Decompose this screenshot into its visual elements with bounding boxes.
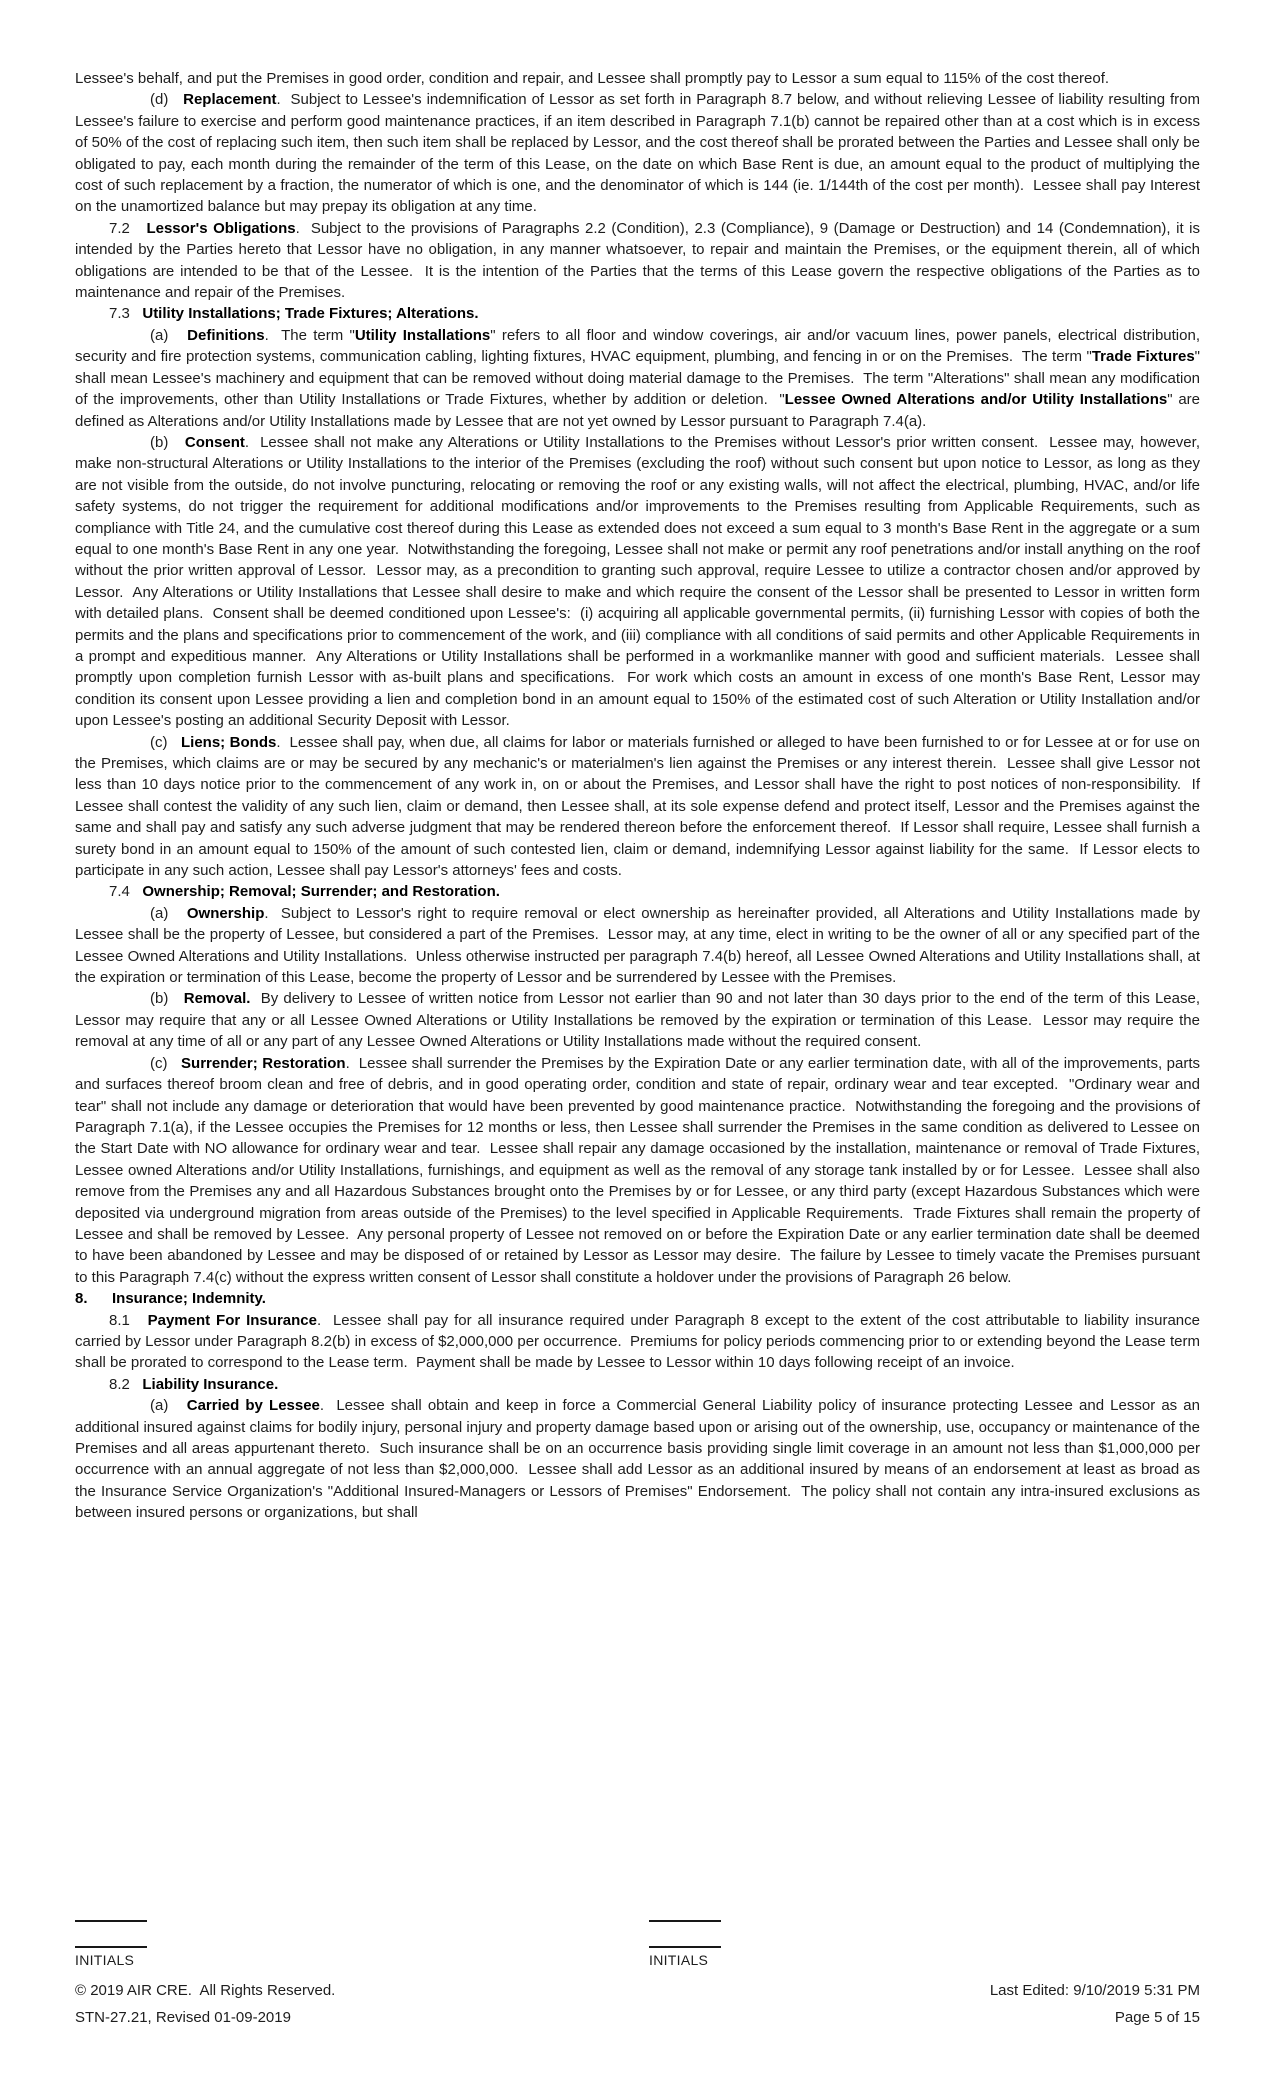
text-run: (a) [150, 1397, 187, 1415]
paragraph [75, 218, 1200, 304]
bold-text-run: Ownership [186, 904, 265, 922]
text-run: (c) [150, 733, 181, 751]
text-run: . Subject to Lessee's indemnification of Lessor as set forth in Paragraph 8.7 below, and without relieving Lessee of liability resulting from Lessee's failure to exercise and perform good maintenance practices, if an item described in Paragraph 7.1(b) cannot be repaired other than at a cost which is in excess of 50% of the cost of replacing such item, then such item shall be replaced by Lessor, and the cost thereof shall be prorated between the Parties and Lessee shall only be obligated to pay, each month during the remainder of the term of this Lease, on the date on which Base Rent is due, an amount equal to the product of multiplying the cost of such replacement by a fraction, the numerator of which is one, and the denominator of which is 144 (ie. 1/144th of the cost per month). Lessee shall pay Interest on the unamortized balance but may prepay its obligation at any time. [75, 91, 1200, 216]
initials-signature-line[interactable] [649, 1946, 721, 1948]
text-run: . Subject to the provisions of Paragraphs 2.2 (Condition), 2.3 (Compliance), 9 (Damage or Destruction) and 14 (Condemnation), it is intended by the Parties hereto that Lessor have no obligation, in any manner whatsoever, to repair and maintain the Premises, or the equipment therein, all of which obligations are intended to be that of the Lessee. It is the intention of the Parties that the terms of this Lease govern the respective obligations of the Parties as to maintenance and repair of the Premises. [75, 219, 1200, 302]
initials-label: INITIALS [75, 1952, 135, 1968]
bold-text-run: Utility Installations; Trade Fixtures; Alterations. [142, 305, 479, 323]
text-run: (c) [150, 1054, 182, 1072]
initials-row [75, 1910, 1200, 1972]
bold-text-run: Lessor's Obligations [146, 219, 296, 237]
paragraph [75, 903, 1200, 989]
page-footer [75, 1910, 1200, 2028]
text-run: 8.2 [109, 1375, 143, 1393]
bold-text-run: Insurance; Indemnity. [112, 1290, 266, 1308]
paragraph [75, 1374, 1200, 1395]
text-run: . The term " [264, 326, 355, 344]
bold-text-run: Removal. [183, 990, 251, 1008]
bold-text-run: Payment For Insurance [147, 1311, 317, 1329]
text-run: 8.1 [109, 1311, 148, 1329]
text-run: " shall mean Lessee's machinery and equipment that can be removed without doing material damage to the Premises. The term "Alterations" shall mean any modification of the improvements, other than Utility Installations or Trade Fixtures, whether by addition or deletion. " [75, 348, 1200, 409]
text-run: (b) [150, 433, 185, 451]
bold-text-run: Liens; Bonds [180, 733, 277, 751]
text-run: 7.4 [109, 883, 143, 901]
text-run: (b) [150, 990, 184, 1008]
copyright-text: © 2019 AIR CRE. All Rights Reserved. [75, 1982, 336, 1999]
bold-text-run: Replacement [183, 91, 277, 109]
text-run: . Lessee shall pay, when due, all claims for labor or materials furnished or alleged to have been furnished to or for Lessee at or for use on the Premises, which claims are or may be secured by any mechanic's or materialmen's lien against the Premises or any interest therein. Lessee shall give Lessor not less than 10 days notice prior to the commencement of any work in, on or about the Premises, and Lessor shall have the right to post notices of non-responsibility. If Lessee shall contest the validity of any such lien, claim or demand, then Lessee shall, at its sole expense defend and protect itself, Lessor and the Premises against the same and shall pay and satisfy any such adverse judgment that may be rendered thereon before the enforcement thereof. If Lessor shall require, Lessee shall furnish a surety bond in an amount equal to 150% of the amount of such contested lien, claim or demand, indemnifying Lessor against liability for the same. If Lessor elects to participate in any such action, Lessee shall pay Lessor's attorneys' fees and costs. [75, 733, 1200, 880]
text-run: . Lessee shall not make any Alterations or Utility Installations to the Premises without Lessor's prior written consent. Lessee may, however, make non-structural Alterations or Utility Installations to the interior of the Premises (excluding the roof) without such consent but upon notice to Lessor, as long as they are not visible from the outside, do not involve puncturing, relocating or removing the roof or any existing walls, will not affect the electrical, plumbing, HVAC, and/or life safety systems, do not trigger the requirement for additional modifications and/or improvements to the Premises resulting from Applicable Requirements, such as compliance with Title 24, and the cumulative cost thereof during this Lease as extended does not exceed a sum equal to 3 month's Base Rent in the aggregate or a sum equal to one month's Base Rent in any one year. Notwithstanding the foregoing, Lessee shall not make or permit any roof penetrations and/or install anything on the roof without the prior written approval of Lessor. Lessor may, as a precondition to granting such approval, require Lessee to utilize a contractor chosen and/or approved by Lessor. Any Alterations or Utility Installations that Lessee shall desire to make and which require the consent of the Lessor shall be presented to Lessor in written form with detailed plans. Consent shall be deemed conditioned upon Lessee's: (i) acquiring all applicable governmental permits, (ii) furnishing Lessor with copies of both the permits and the plans and specifications prior to commencement of the work, and (iii) compliance with all conditions of said permits and other Applicable Requirements in a prompt and expeditious manner. Any Alterations or Utility Installations shall be performed in a workmanlike manner with good and sufficient materials. Lessee shall promptly upon completion furnish Lessor with as-built plans and specifications. For work which costs an amount in excess of one month's Base Rent, Lessor may condition its consent upon Lessee providing a lien and completion bond in an amount equal to 150% of the estimated cost of such Alteration or Utility Installation and/or upon Lessee's posting an additional Security Deposit with Lessor. [75, 433, 1200, 730]
paragraph [75, 732, 1200, 882]
text-run: . Lessee shall surrender the Premises by the Expiration Date or any earlier termination date, with all of the improvements, parts and surfaces thereof broom clean and free of debris, and in good operating order, condition and state of repair, ordinary wear and tear excepted. "Ordinary wear and tear" shall not include any damage or deterioration that would have been prevented by good maintenance practice. Notwithstanding the foregoing and the provisions of Paragraph 7.1(a), if the Lessee occupies the Premises for 12 months or less, then Lessee shall surrender the Premises in the same condition as delivered to Lessee on the Start Date with NO allowance for ordinary wear and tear. Lessee shall repair any damage occasioned by the installation, maintenance or removal of Trade Fixtures, Lessee owned Alterations and/or Utility Installations, furnishings, and equipment as well as the removal of any storage tank installed by or for Lessee. Lessee shall also remove from the Premises any and all Hazardous Substances brought onto the Premises by or for Lessee, or any third party (except Hazardous Substances which were deposited via underground migration from areas outside of the Premises) to the level specified in Applicable Requirements. Trade Fixtures shall remain the property of Lessee and shall be removed by Lessee. Any personal property of Lessee not removed on or before the Expiration Date or any earlier termination date shall be deemed to have been abandoned by Lessee and may be disposed of or retained by Lessor as Lessor may desire. The failure by Lessee to timely vacate the Premises pursuant to this Paragraph 7.4(c) without the express written consent of Lessor shall constitute a holdover under the provisions of Paragraph 26 below. [75, 1054, 1200, 1286]
paragraph [75, 1288, 1200, 1309]
paragraph [75, 1053, 1200, 1288]
text-run: (a) [150, 904, 187, 922]
bold-text-run: Ownership; Removal; Surrender; and Restoration. [142, 883, 500, 901]
bold-text-run: Trade Fixtures [1091, 348, 1195, 366]
paragraph [75, 988, 1200, 1052]
paragraph [75, 89, 1200, 217]
text-run: . Lessee shall pay for all insurance required under Paragraph 8 except to the extent of the cost attributable to liability insurance carried by Lessor under Paragraph 8.2(b) in excess of $2,000,000 per occurrence. Premiums for policy periods commencing prior to or extending beyond the Lease term shall be prorated to correspond to the Lease term. Payment shall be made by Lessee to Lessor within 10 days following receipt of an invoice. [75, 1311, 1200, 1372]
bold-text-run: Lessee Owned Alterations and/or Utility Installations [784, 391, 1168, 409]
text-run: . Lessee shall obtain and keep in force a Commercial General Liability policy of insurance protecting Lessee and Lessor as an additional insured against claims for bodily injury, personal injury and property damage based upon or arising out of the ownership, use, occupancy or maintenance of the Premises and all areas appurtenant thereto. Such insurance shall be on an occurrence basis providing single limit coverage in an amount not less than $1,000,000 per occurrence with an annual aggregate of not less than $2,000,000. Lessee shall add Lessor as an additional insured by means of an endorsement at least as broad as the Insurance Service Organization's "Additional Insured-Managers or Lessors of Premises" Endorsement. The policy shall not contain any intra-insured exclusions as between insured persons or organizations, but shall [75, 1397, 1200, 1522]
bold-text-run: Consent [184, 433, 245, 451]
initials-signature-line[interactable] [649, 1920, 721, 1922]
initials-label: INITIALS [649, 1952, 709, 1968]
paragraph [75, 325, 1200, 432]
text-run: . Subject to Lessor's right to require removal or elect ownership as hereinafter provided, all Alterations and Utility Installations made by Lessee shall be the property of Lessee, but considered a part of the Premises. Lessor may, at any time, elect in writing to be the owner of all or any specified part of the Lessee Owned Alterations and Utility Installations. Unless otherwise instructed per paragraph 7.4(b) hereof, all Lessee Owned Alterations and Utility Installations shall, at the expiration or termination of this Lease, become the property of Lessor and be surrendered by Lessee with the Premises. [75, 904, 1200, 987]
paragraph [75, 1310, 1200, 1374]
bold-text-run: Carried by Lessee [186, 1397, 320, 1415]
text-run: " are defined as Alterations and/or Utility Installations made by Lessee that are not yet owned by Lessor pursuant to Paragraph 7.4(a). [75, 391, 1200, 430]
initials-signature-line[interactable] [75, 1946, 147, 1948]
document-body [75, 68, 1200, 1524]
initials-signature-line[interactable] [75, 1920, 147, 1922]
paragraph [75, 68, 1200, 89]
initials-block-right [649, 1910, 809, 1968]
bold-text-run: Utility Installations [354, 326, 491, 344]
last-edited-text: Last Edited: 9/10/2019 5:31 PM [989, 1982, 1200, 1999]
page-number-text: Page 5 of 15 [1114, 2009, 1200, 2026]
bold-text-run: Definitions [187, 326, 265, 344]
paragraph [75, 1395, 1200, 1523]
initials-block-left [75, 1910, 235, 1968]
bold-text-run: Liability Insurance. [142, 1375, 279, 1393]
form-id-text: STN-27.21, Revised 01-09-2019 [75, 2009, 291, 2026]
bold-text-run: 8. [75, 1290, 88, 1308]
footer-copyright-row [75, 1981, 1200, 2001]
paragraph [75, 432, 1200, 732]
text-run: By delivery to Lessee of written notice from Lessor not earlier than 90 and not later than 30 days prior to the end of the term of this Lease, Lessor may require that any or all Lessee Owned Alterations or Utility Installations be removed by the expiration or termination of this Lease. Lessor may require the removal at any time of all or any part of any Lessee Owned Alterations or Utility Installations made without the required consent. [75, 990, 1201, 1051]
paragraph [75, 881, 1200, 902]
text-run: (a) [150, 326, 188, 344]
text-run: 7.3 [109, 305, 143, 323]
footer-form-row [75, 2008, 1200, 2028]
bold-text-run: Surrender; Restoration [181, 1054, 346, 1072]
text-run: 7.2 [109, 219, 147, 237]
text-run: " refers to all floor and window coverings, air and/or vacuum lines, power panels, electrical distribution, security and fire protection systems, communication cabling, lighting fixtures, HVAC equipment, plumbing, and fencing in or on the Premises. The term " [75, 326, 1200, 366]
paragraph [75, 303, 1200, 324]
text-run: (d) [150, 91, 184, 109]
text-run: Lessee's behalf, and put the Premises in good order, condition and repair, and Lessee shall promptly pay to Lessor a sum equal to 115% of the cost thereof. [75, 70, 1110, 87]
